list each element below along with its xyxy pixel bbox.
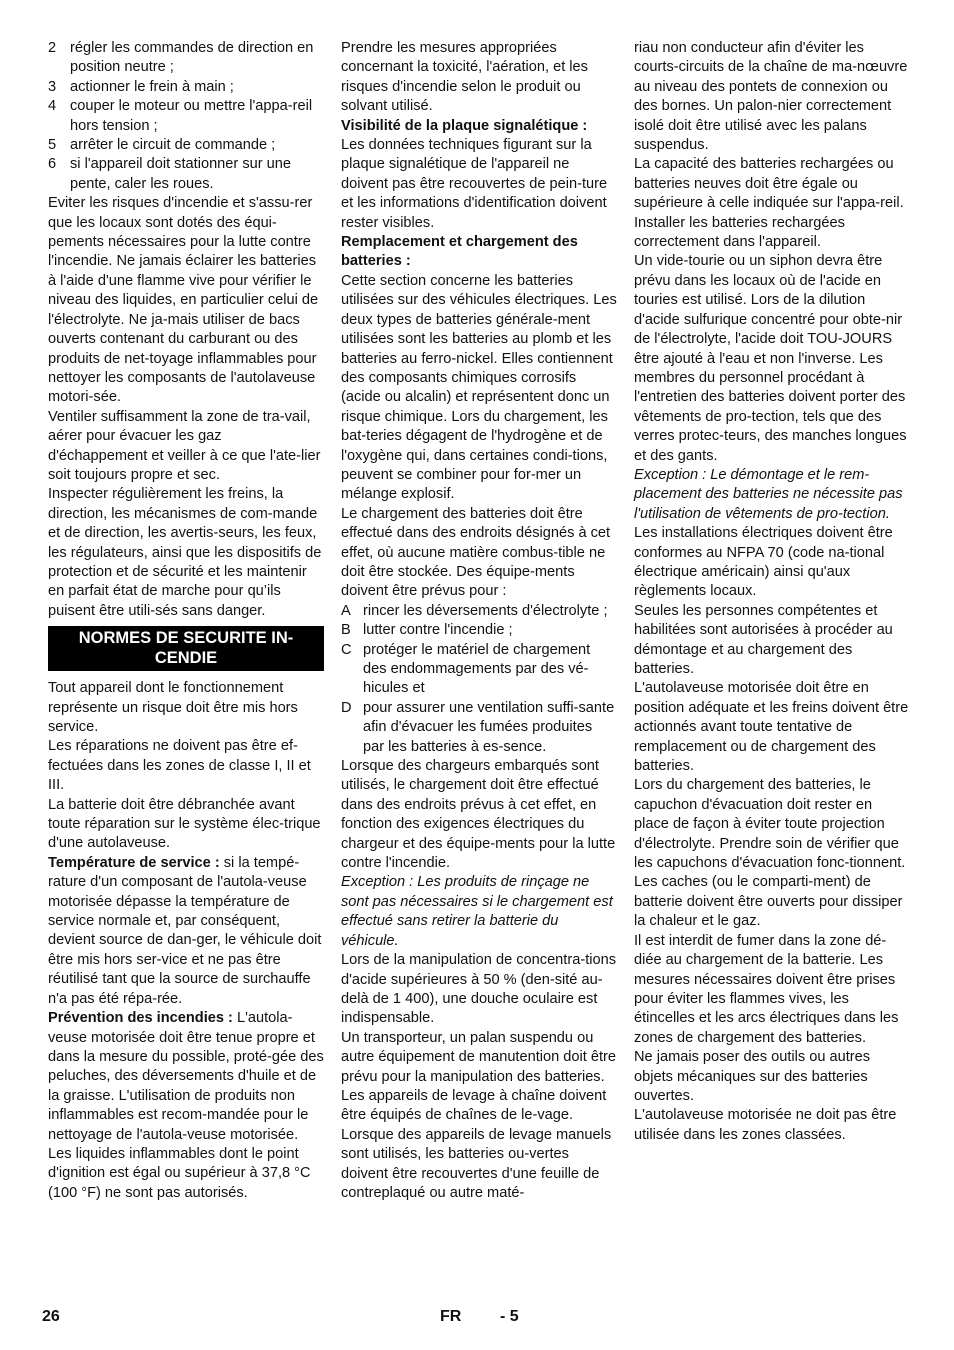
list-item: 6 si l'appareil doit stationner sur une pente, caler les roues. (48, 156, 292, 192)
paragraph-fire-risk: Eviter les risques d'incendie et s'assu-rer que les locaux sont dotés des équi-pements nécessaires pour la lutte contre l'incendie. Ne jamais éclairer les batteries à l'aide d'une flamme vive pour vérifier le niveau des liquides, en particulier celui de l'électrolyte. Ne ja-mais utiliser de bacs ouverts contenant du carburant ou des produits de net-toyage inflammables pour nettoyer les composants de l'autolaveuse motori-sée. (48, 195, 319, 406)
list-item: A rincer les déversements d'électrolyte ; (341, 602, 608, 619)
paragraph-battery-capacity: La capacité des batteries rechargées ou batteries neuves doit être égale ou supérieure à celle indiquée sur l'appa-reil. Installer les batteries rechargées correctement dans l'appareil. (634, 156, 904, 251)
list-item: B lutter contre l'incendie ; (341, 622, 513, 639)
list-item: D pour assurer une ventilation suffi-sante afin d'évacuer les fumées produites par les batteries à es-sence. (341, 699, 615, 755)
list-item: 3 actionner le frein à main ; (48, 78, 234, 95)
list-item: C protéger le matériel de chargement des endommagements par des vé-hicules et (341, 641, 591, 697)
paragraph-onboard-chargers: Lorsque des chargeurs embarqués sont utilisés, le chargement doit être effectué dans des endroits prévus à cet effet, en fonction des exigences électriques du chargeur et des équipe-ments pour la lutte contre l'incendie. (341, 758, 616, 872)
paragraph-insulation: riau non conducteur afin d'éviter les courts-circuits de la chaîne de ma-nœuvre au niveau des pontets de connexion ou des bornes. Un palon-nier correctement isolé doit être utilisé avec les palans suspendus. (634, 40, 908, 154)
paragraph-no-smoking: Il est interdit de fumer dans la zone dé-diée au chargement de la batterie. Les mesures nécessaires doivent être prises pour éviter les flammes vives, les étincelles et les arcs électriques dans les zones de chargement des batteries. (634, 932, 899, 1046)
paragraph-charging-location: Le chargement des batteries doit être effectué dans des endroits désignés à cet effet, où aucune matière combus-tible ne doit être stockée. Des équipe-ments doivent être prévus pour : (341, 505, 611, 600)
subheading-battery-replacement: Remplacement et chargement des batteries : (341, 234, 578, 270)
paragraph-battery-types: Cette section concerne les batteries utilisées sur des véhicules électriques. Les deux types de batteries générale-ment utilisées sont les batteries au plomb et les batteries au ferro-nickel. Elles contiennent des composants chimiques corrosifs (acide ou alcalin) et représentent donc un risque chimique. Lors du chargement, les bat-teries dégagent de l'hydrogène et de l'oxygène qui, dans certaines condi-tions, peuvent se combiner pour for-mer un mélange explosif. (341, 272, 617, 503)
section-heading-fire-safety: NORMES DE SECURITE IN-CENDIE (48, 626, 324, 671)
subheading-nameplate: Visibilité de la plaque signalétique : (341, 117, 588, 134)
paragraph-electrical-installations: Les installations électriques doivent être conformes au NFPA 70 (code na-tional électrique américain) ainsi qu'aux règlements locaux. (634, 525, 893, 600)
paragraph-out-of-service: Tout appareil dont le fonctionnement représente un risque doit être mis hors service. (48, 680, 298, 735)
column-2 (341, 39, 617, 1203)
list-item: 5 arrêter le circuit de commande ; (48, 137, 276, 154)
paragraph-handling-equipment: Un transporteur, un palan suspendu ou autre équipement de manutention doit être prévu pour la manipulation des batteries. (341, 1029, 617, 1085)
paragraph-operating-temperature: Température de service : si la tempé-rature d'un composant de l'autola-veuse motorisée dépasse la température de service normale et, par conséquent, devient source de dan-ger, le véhicule doit être mis hors ser-vice et ne pas être réutilisé tant que la source de surchauffe n'a pas été répa-rée. (48, 854, 322, 1007)
paragraph-exception-clothing: Exception : Le démontage et le rem-placement des batteries ne nécessite pas l'utilisation de vêtements de pro-tection. (634, 466, 903, 522)
list-item: 2 régler les commandes de direction en position neutre ; (48, 40, 314, 76)
label-fire-prevention: Prévention des incendies : (48, 1010, 233, 1027)
paragraph-chain-hoists: Les appareils de levage à chaîne doivent être équipés de chaînes de le-vage. Lorsque des appareils de levage manuels sont utilisés, les batteries ou-vertes doivent être recouvertes d'une feuille de contreplaqué ou autre maté- (341, 1087, 612, 1201)
paragraph-repair-zones: Les réparations ne doivent pas être ef-fectuées dans les zones de classe I, II et III. (48, 738, 311, 794)
page-number: 26 (42, 1308, 60, 1325)
section-number: - 5 (500, 1308, 519, 1325)
paragraph-no-tools: Ne jamais poser des outils ou autres objets mécaniques sur des batteries ouvertes. (634, 1049, 871, 1104)
paragraph-exception-rinsing: Exception : Les produits de rinçage ne sont pas nécessaires si le chargement est effectué sans retirer la batterie du véhicule. (341, 874, 613, 949)
paragraph-acid-handling: Un vide-tourie ou un siphon devra être prévu dans les locaux où de l'acide en touries est utilisé. Lors de la dilution d'acide sulfurique concentré pour obte-nir de l'électrolyte, l'acide doit TOU-JOURS être ajouté à l'eau et non l'inverse. Les membres du personnel procédant à l'entretien des batteries doivent porter des vêtements de pro-tection, tels que des verres protec-teurs, des manches longues et des gants. (634, 253, 907, 464)
paragraph-fire-prevention: Prévention des incendies : L'autola-veuse motorisée doit être tenue propre et dans la mesure du possible, proté-gée des peluches, des déversements d'huile et de la graisse. L'utilisation de produits non inflammables est recom-mandée pour le nettoyage de l'autola-veuse motorisée. Les liquides inflammables dont le point d'ignition est égal ou supérieur à 37,8 °C (100 °F) ne sont pas autorisés. (48, 1010, 324, 1201)
paragraph-vent-caps: Lors du chargement des batteries, le capuchon d'évacuation doit rester en place de façon à éviter toute projection d'électrolyte. Prendre soin de vérifier que les capuchons d'évacuation fonc-tionnent. Les caches (ou le comparti-ment) de batterie doivent être ouverts pour dissiper la chaleur et le gaz. (634, 777, 906, 930)
paragraph-eye-shower: Lors de la manipulation de concentra-tions d'acide supérieures à 50 % (den-sité au-delà de 1 400), une douche oculaire est indispensable. (341, 952, 617, 1027)
paragraph-toxicity: Prendre les mesures appropriées concernant la toxicité, l'aération, et les risques d'incendie selon le produit ou solvant utilisé. (341, 40, 588, 115)
paragraph-authorized-persons: Seules les personnes compétentes et habilitées sont autorisées à procéder au démontage et au chargement des batteries. (634, 602, 893, 677)
paragraph-positioning: L'autolaveuse motorisée doit être en position adéquate et les freins doivent être actionnés avant toute tentative de remplacement ou de chargement des batteries. (634, 680, 909, 775)
paragraph-inspection: Inspecter régulièrement les freins, la direction, les mécanismes de com-mande et de direction, les avertis-seurs, les feux, les régulateurs, ainsi que les dispositifs de protection et de sécurité et les maintenir en parfait état de marche pour qu’ils puisent être utili-sés sans danger. (48, 486, 322, 619)
paragraph-nameplate: Les données techniques figurant sur la plaque signalétique de l'appareil ne doivent pas être recouvertes de pein-ture et les informations d'identification doivent rester visibles. (341, 137, 608, 231)
step-list (48, 39, 324, 194)
label-operating-temperature: Température de service : (48, 854, 220, 871)
column-3 (634, 39, 910, 1145)
paragraph-disconnect-battery: La batterie doit être débranchée avant toute réparation sur le système élec-trique d'une autolaveuse. (48, 796, 321, 852)
paragraph-classified-zones: L'autolaveuse motorisée ne doit pas être utilisée dans les zones classées. (634, 1107, 897, 1143)
list-item: 4 couper le moteur ou mettre l'appa-reil hors tension ; (48, 98, 313, 134)
column-1 (48, 39, 324, 1203)
paragraph-ventilation: Ventiler suffisamment la zone de tra-vail, aérer pour évacuer les gaz d'échappement et veiller à ce que l'ate-lier soit toujours propre et sec. (48, 408, 321, 483)
language-label: FR (440, 1308, 462, 1325)
equipment-list (341, 602, 617, 757)
